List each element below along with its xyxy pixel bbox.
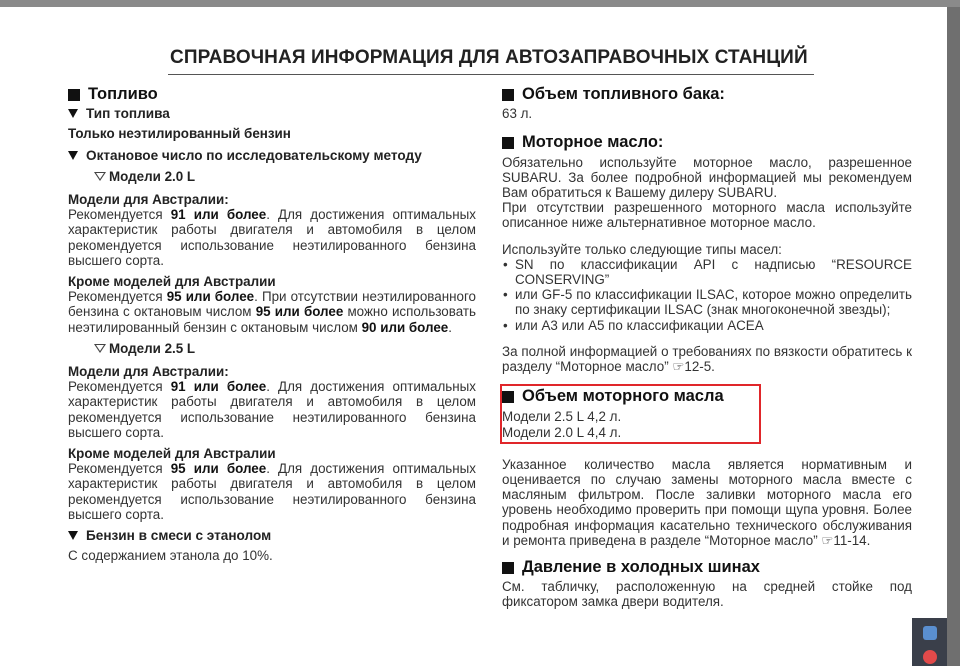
tire-heading: Давление в холодных шинах <box>502 560 912 575</box>
title-divider <box>168 74 814 75</box>
square-bullet-icon <box>68 89 80 101</box>
viscosity-text: За полной информацией о требованиях по вязкости обратитесь к разделу “Моторное масло” ☞12-5. <box>502 343 912 375</box>
window-top-bar <box>0 0 960 7</box>
oil-volume-highlight <box>500 384 761 444</box>
oil-paragraph-1: Обязательно используйте моторное масло, разрешенное SUBARU. За более подробной информацией мы рекомендуем Вам обратиться к Вашему дилеру SUBARU. <box>502 154 912 201</box>
model-25-heading: Модели 2.5 L <box>94 341 476 356</box>
fuel-heading: Топливо <box>68 87 476 102</box>
oil-volume-20: Модели 2.0 L 4,4 л. <box>502 424 622 440</box>
right-column <box>502 87 912 616</box>
oil-volume-25: Модели 2.5 L 4,2 л. <box>502 409 622 425</box>
oil-volume-heading: Объем моторного масла <box>502 389 752 404</box>
aus-paragraph-25: Рекомендуется 91 или более. Для достижения оптимальных характеристик работы двигателя и автомобиля в целом рекомендуется использование неэтилированного бензина высшего сорта. <box>68 379 476 440</box>
oil-paragraph-2: При отсутствии разрешенного моторного масла используйте описанное ниже альтернативное моторное масло. <box>502 200 912 231</box>
aus-label-20: Модели для Австралии: <box>68 192 229 208</box>
square-bullet-icon <box>502 137 514 149</box>
nonaus-paragraph-25: Рекомендуется 95 или более. Для достижения оптимальных характеристик работы двигателя и автомобиля в целом рекомендуется использование неэтилированного бензина высшего сорта. <box>68 461 476 522</box>
scrollbar[interactable] <box>947 7 960 666</box>
list-item: • или GF-5 по классификации ILSAC, которое можно определить по знаку сертификации ILSAC (знак многоконечной звезды); <box>502 287 912 317</box>
nonaus-label-20: Кроме моделей для Австралии <box>68 274 276 290</box>
nonaus-paragraph-20: Рекомендуется 95 или более. При отсутствии неэтилированного бензина с октановым числом 95 или более можно использовать неэтилированный бензин с октановым числом 90 или более. <box>68 289 476 335</box>
aus-label-25: Модели для Австралии: <box>68 364 229 380</box>
fuel-type-text: Только неэтилированный бензин <box>68 126 291 142</box>
aus-paragraph-20: Рекомендуется 91 или более. Для достижения оптимальных характеристик работы двигателя и автомобиля в целом рекомендуется использование неэтилированного бензина высшего сорта. <box>68 207 476 268</box>
square-bullet-icon <box>502 391 514 403</box>
left-column <box>68 87 476 563</box>
open-triangle-icon <box>94 344 106 353</box>
oil-types-intro: Используйте только следующие типы масел: <box>502 241 782 257</box>
document-page <box>0 7 947 666</box>
square-bullet-icon <box>502 562 514 574</box>
open-triangle-icon <box>94 172 106 181</box>
oil-volume-note: Указанное количество масла является нормативным и оценивается по случаю замены моторного масла вместе с масляным фильтром. После заливки моторного масла его уровень необходимо проверить при помощи щупа уровня. Более подробная информация касательно технического обслуживания и ремонта приведена в разделе “Моторное масло” ☞11-14. <box>502 456 912 548</box>
tire-text: См. табличку, расположенную на средней стойке под фиксатором замка двери водителя. <box>502 579 912 610</box>
ethanol-heading: Бензин в смеси с этанолом <box>68 528 476 543</box>
page-title: СПРАВОЧНАЯ ИНФОРМАЦИЯ ДЛЯ АВТОЗАПРАВОЧНЫХ СТАНЦИЙ <box>170 47 808 68</box>
triangle-down-icon <box>68 109 78 118</box>
octane-heading: Октановое число по исследовательскому методу <box>68 148 476 163</box>
tank-section <box>502 87 912 121</box>
square-bullet-icon <box>502 89 514 101</box>
app-icon[interactable] <box>923 650 937 664</box>
model-20-heading: Модели 2.0 L <box>94 169 476 184</box>
list-item: • SN по классификации API с надписью “RESOURCE CONSERVING” <box>502 257 912 287</box>
list-item: • или A3 или A5 по классификации ACEA <box>502 318 912 333</box>
tank-value: 63 л. <box>502 106 533 122</box>
fuel-type-heading: Тип топлива <box>68 106 476 121</box>
triangle-down-icon <box>68 151 78 160</box>
tank-heading: Объем топливного бака: <box>502 87 912 102</box>
oil-types-list <box>502 257 912 333</box>
nonaus-label-25: Кроме моделей для Австралии <box>68 446 276 462</box>
oil-section <box>502 135 912 374</box>
triangle-down-icon <box>68 531 78 540</box>
ethanol-text: С содержанием этанола до 10%. <box>68 548 273 564</box>
network-icon[interactable] <box>923 626 937 640</box>
system-tray <box>912 618 947 666</box>
oil-heading: Моторное масло: <box>502 135 912 150</box>
